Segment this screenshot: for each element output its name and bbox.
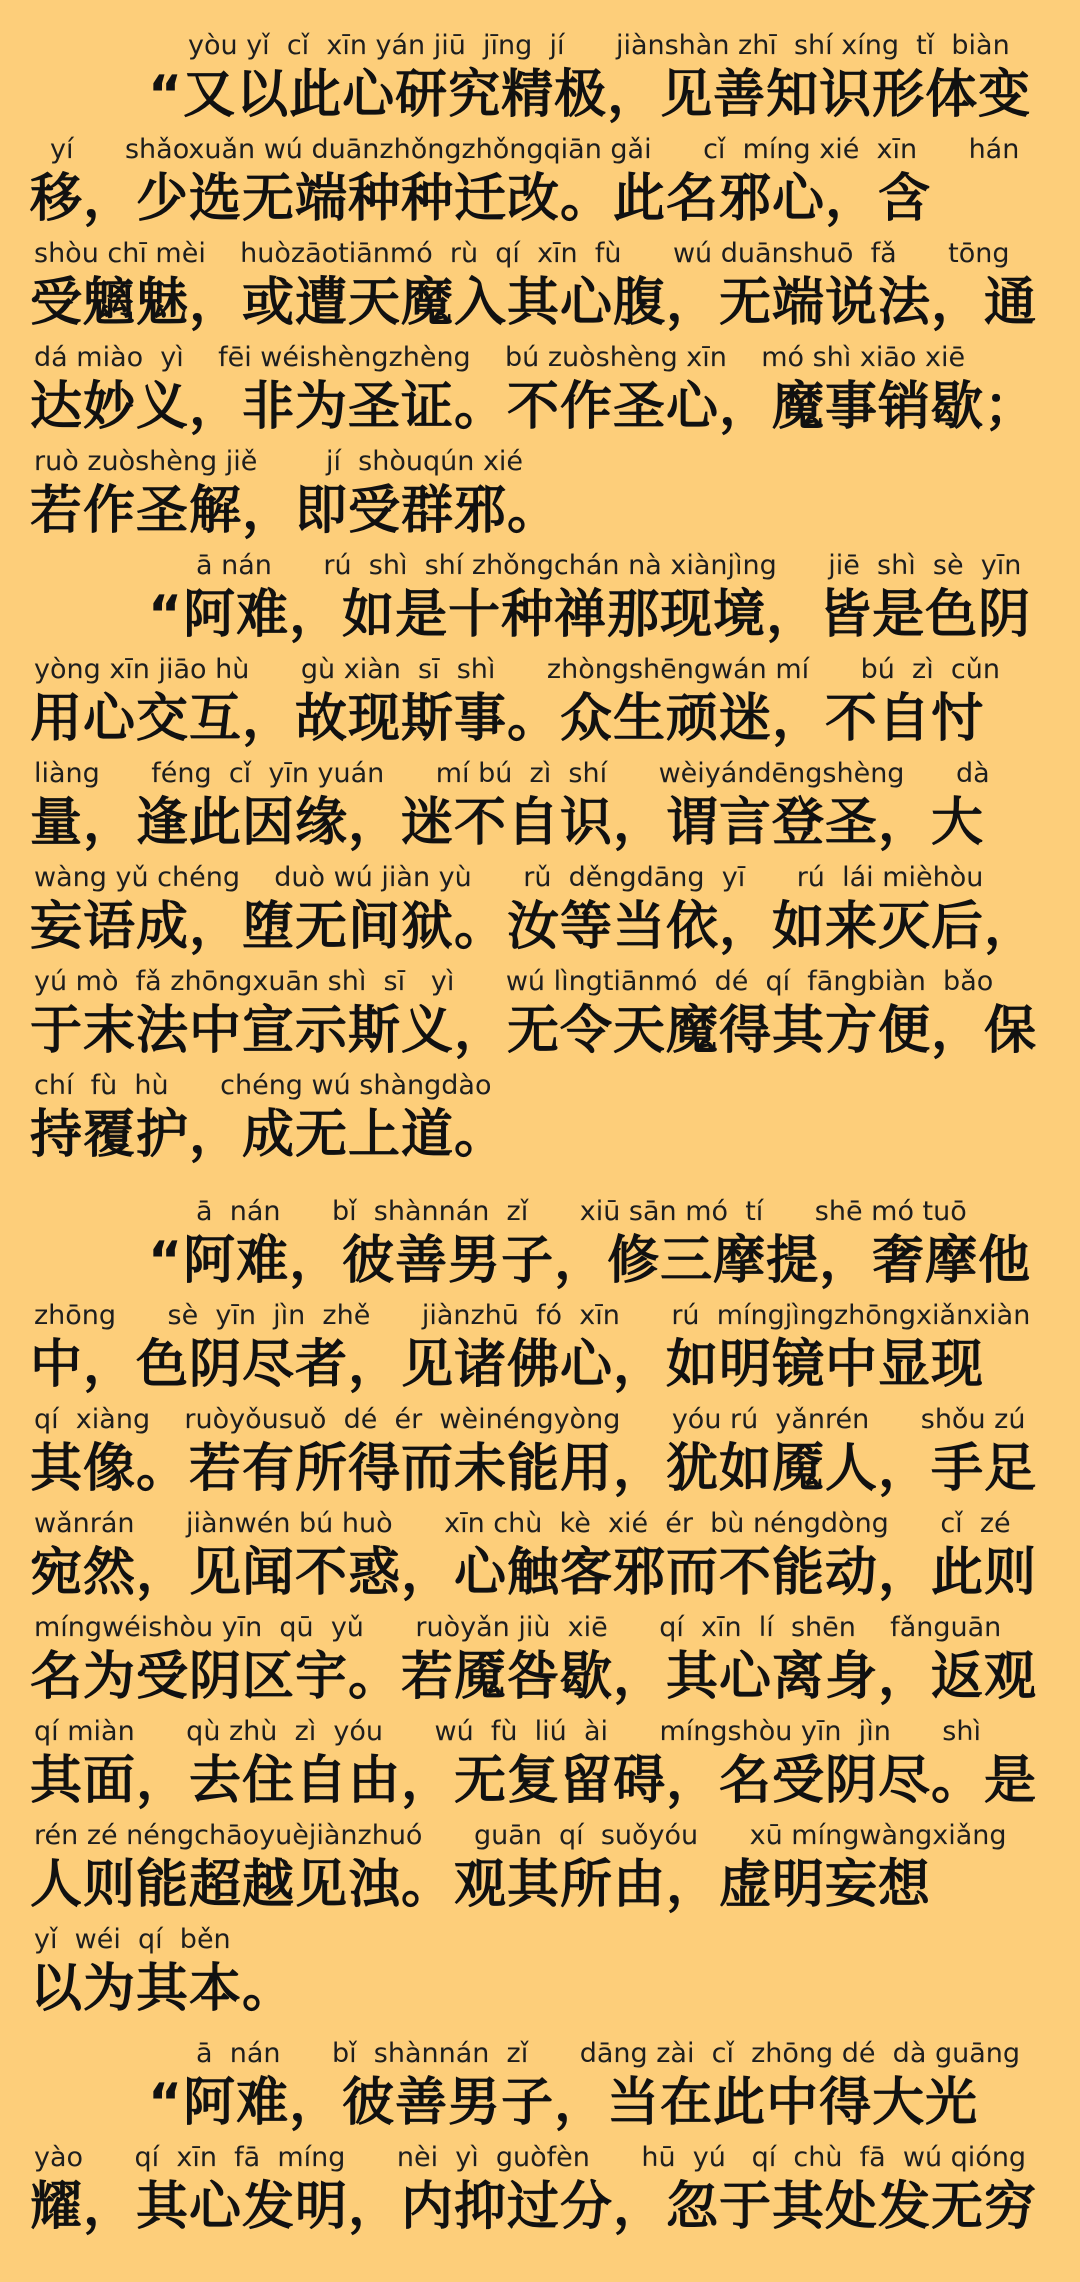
hanzi-row: 名为受阴区宇。若魇咎歇，其心离身，返观 bbox=[30, 1647, 1038, 1707]
pinyin-row: yí shǎoxuǎn wú duānzhǒngzhǒngqiān gǎi cǐ míng xié xīn hán bbox=[50, 134, 1020, 165]
text-line bbox=[0, 1716, 1080, 1820]
text-line bbox=[0, 1404, 1080, 1508]
hanzi-row: 移，少选无端种种迁改。此名邪心，含 bbox=[30, 169, 932, 229]
text-line bbox=[0, 238, 1080, 342]
hanzi-row: 以为其本。 bbox=[30, 1959, 296, 2019]
hanzi-row: 人则能超越见浊。观其所由，虚明妄想 bbox=[30, 1855, 932, 1915]
pinyin-row: qí xiàng ruòyǒusuǒ dé ér wèinéngyòng yóu rú yǎnrén shǒu zú bbox=[34, 1404, 1026, 1435]
hanzi-row: 于末法中宣示斯义，无令天魔得其方便，保 bbox=[30, 1001, 1038, 1061]
hanzi-row: 其面，去住自由，无复留碍，名受阴尽。是 bbox=[30, 1751, 1038, 1811]
pinyin-row: ā nán rú shì shí zhǒngchán nà xiànjìng jiē shì sè yīn bbox=[196, 550, 1022, 581]
pinyin-row: liàng féng cǐ yīn yuán mí bú zì shí wèiyándēngshèng dà bbox=[34, 758, 990, 789]
hanzi-row: “阿难，彼善男子，修三摩提，奢摩他 bbox=[148, 1231, 1032, 1291]
pinyin-row: wàng yǔ chéng duò wú jiàn yù rǔ děngdāng yī rú lái mièhòu bbox=[34, 862, 984, 893]
text-line bbox=[0, 966, 1080, 1070]
pinyin-row: ā nán bǐ shànnán zǐ dāng zài cǐ zhōng dé dà guāng bbox=[196, 2038, 1021, 2069]
text-line bbox=[0, 1612, 1080, 1716]
text-line bbox=[0, 654, 1080, 758]
hanzi-row: 若作圣解，即受群邪。 bbox=[30, 481, 561, 541]
pinyin-row: yòng xīn jiāo hù gù xiàn sī shì zhòngshēngwán mí bú zì cǔn bbox=[34, 654, 1000, 685]
text-line bbox=[0, 1508, 1080, 1612]
text-line bbox=[0, 134, 1080, 238]
pinyin-row: shòu chī mèi huòzāotiānmó rù qí xīn fù wú duānshuō fǎ tōng bbox=[34, 238, 1010, 269]
text-line bbox=[0, 550, 1080, 654]
text-line bbox=[0, 758, 1080, 862]
text-line bbox=[0, 1924, 1080, 2028]
hanzi-row: 宛然，见闻不惑，心触客邪而不能动，此则 bbox=[30, 1543, 1038, 1603]
hanzi-row: 耀，其心发明，内抑过分，忽于其处发无穷 bbox=[30, 2177, 1038, 2237]
text-line bbox=[0, 2038, 1080, 2142]
text-line bbox=[0, 1196, 1080, 1300]
pinyin-row: rén zé néngchāoyuèjiànzhuó guān qí suǒyóu xū míngwàngxiǎng bbox=[34, 1820, 1007, 1851]
text-line bbox=[0, 1820, 1080, 1924]
pinyin-row: yào qí xīn fā míng nèi yì guòfèn hū yú qí chù fā wú qióng bbox=[34, 2142, 1027, 2173]
hanzi-row: 中，色阴尽者，见诸佛心，如明镜中显现 bbox=[30, 1335, 985, 1395]
pinyin-row: ruò zuòshèng jiě jí shòuqún xié bbox=[34, 446, 524, 477]
pinyin-row: zhōng sè yīn jìn zhě jiànzhū fó xīn rú míngjìngzhōngxiǎnxiàn bbox=[34, 1300, 1031, 1331]
pinyin-row: yǐ wéi qí běn bbox=[34, 1924, 231, 1955]
pinyin-row: chí fù hù chéng wú shàngdào bbox=[34, 1070, 492, 1101]
text-line bbox=[0, 2142, 1080, 2246]
pinyin-row: dá miào yì fēi wéishèngzhèng bú zuòshèng xīn mó shì xiāo xiē bbox=[34, 342, 966, 373]
text-line bbox=[0, 342, 1080, 446]
pinyin-row: yú mò fǎ zhōngxuān shì sī yì wú lìngtiānmó dé qí fāngbiàn bǎo bbox=[34, 966, 994, 997]
pinyin-row: yòu yǐ cǐ xīn yán jiū jīng jí jiànshàn zhī shí xíng tǐ biàn bbox=[188, 30, 1010, 61]
text-line bbox=[0, 446, 1080, 550]
pinyin-row: ā nán bǐ shànnán zǐ xiū sān mó tí shē mó tuō bbox=[196, 1196, 967, 1227]
pinyin-row: míngwéishòu yīn qū yǔ ruòyǎn jiù xiē qí xīn lí shēn fǎnguān bbox=[34, 1612, 1002, 1643]
hanzi-row: 达妙义，非为圣证。不作圣心，魔事销歇； bbox=[30, 377, 1038, 437]
text-line bbox=[0, 862, 1080, 966]
text-line bbox=[0, 30, 1080, 134]
hanzi-row: 用心交互，故现斯事。众生顽迷，不自忖 bbox=[30, 689, 985, 749]
hanzi-row: “阿难，如是十种禅那现境，皆是色阴 bbox=[148, 585, 1032, 645]
text-line bbox=[0, 1070, 1080, 1174]
hanzi-row: 其像。若有所得而未能用，犹如魇人，手足 bbox=[30, 1439, 1038, 1499]
pinyin-row: wǎnrán jiànwén bú huò xīn chù kè xié ér bù néngdòng cǐ zé bbox=[34, 1508, 1011, 1539]
pinyin-row: qí miàn qù zhù zì yóu wú fù liú ài míngshòu yīn jìn shì bbox=[34, 1716, 981, 1747]
text-line bbox=[0, 1300, 1080, 1404]
hanzi-row: “又以此心研究精极，见善知识形体变 bbox=[148, 65, 1032, 125]
hanzi-row: “阿难，彼善男子，当在此中得大光 bbox=[148, 2073, 979, 2133]
hanzi-row: 妄语成，堕无间狱。汝等当依，如来灭后， bbox=[30, 897, 1038, 957]
hanzi-row: 持覆护，成无上道。 bbox=[30, 1105, 508, 1165]
hanzi-row: 受魑魅，或遭天魔入其心腹，无端说法，通 bbox=[30, 273, 1038, 333]
hanzi-row: 量，逢此因缘，迷不自识，谓言登圣，大 bbox=[30, 793, 985, 853]
